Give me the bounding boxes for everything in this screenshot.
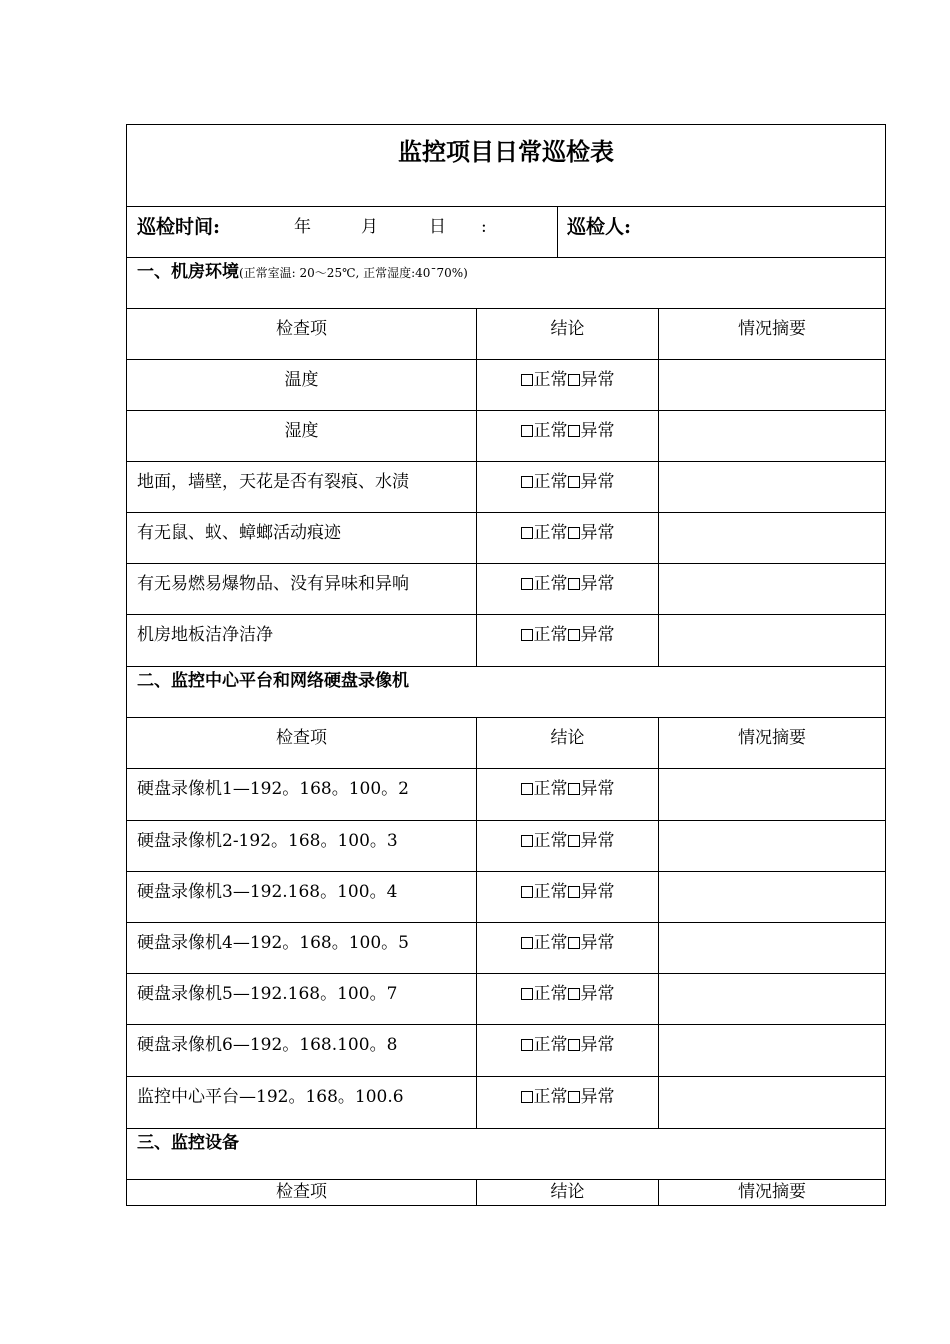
summary-cell[interactable] (659, 769, 885, 820)
day-field[interactable]: 日 (429, 217, 446, 237)
title-row (127, 125, 885, 207)
normal-checkbox[interactable] (521, 937, 533, 949)
page-title: 监控项目日常巡检表 (398, 137, 614, 166)
row-item: 硬盘录像机6—192。168.100。8 (137, 1035, 398, 1055)
table-header-row (127, 718, 885, 769)
normal-checkbox[interactable] (521, 578, 533, 590)
month-field[interactable]: 月 (361, 217, 378, 237)
table-row (127, 513, 885, 564)
abnormal-checkbox[interactable] (568, 1039, 580, 1051)
table-row (127, 769, 885, 821)
abnormal-checkbox[interactable] (568, 886, 580, 898)
section-title-row (127, 1129, 885, 1180)
table-row (127, 923, 885, 974)
table-row (127, 462, 885, 513)
header-result: 结论 (550, 1182, 585, 1202)
summary-cell[interactable] (659, 462, 885, 512)
section-3-title: 三、监控设备 (137, 1133, 239, 1153)
row-item: 硬盘录像机2-192。168。100。3 (137, 831, 398, 851)
header-item: 检查项 (276, 319, 327, 339)
result-options: 正常 异常 (477, 1034, 658, 1056)
abnormal-checkbox[interactable] (568, 629, 580, 641)
abnormal-checkbox[interactable] (568, 783, 580, 795)
abnormal-checkbox[interactable] (568, 988, 580, 1000)
row-item: 机房地板洁净洁净 (137, 625, 273, 645)
normal-checkbox[interactable] (521, 425, 533, 437)
result-options: 正常 异常 (477, 1086, 658, 1108)
result-options: 正常 异常 (477, 932, 658, 954)
table-row (127, 411, 885, 462)
summary-cell[interactable] (659, 411, 885, 461)
summary-cell[interactable] (659, 615, 885, 666)
result-options: 正常 异常 (477, 471, 658, 493)
normal-checkbox[interactable] (521, 527, 533, 539)
abnormal-checkbox[interactable] (568, 527, 580, 539)
row-item: 湿度 (284, 421, 319, 441)
header-summary: 情况摘要 (738, 1182, 806, 1202)
summary-cell[interactable] (659, 513, 885, 563)
summary-cell[interactable] (659, 564, 885, 614)
normal-checkbox[interactable] (521, 374, 533, 386)
normal-checkbox[interactable] (521, 1091, 533, 1103)
normal-checkbox[interactable] (521, 783, 533, 795)
row-item: 硬盘录像机1—192。168。100。2 (137, 779, 409, 799)
year-field[interactable]: 年 (294, 217, 311, 237)
table-row (127, 1077, 885, 1129)
header-item: 检查项 (276, 1182, 327, 1202)
abnormal-checkbox[interactable] (568, 476, 580, 488)
abnormal-checkbox[interactable] (568, 835, 580, 847)
section-1-title-text: 一、机房环境 (137, 262, 239, 282)
summary-cell[interactable] (659, 1077, 885, 1128)
table-row (127, 360, 885, 411)
table-row (127, 821, 885, 872)
table-row (127, 872, 885, 923)
result-options: 正常 异常 (477, 830, 658, 852)
table-row (127, 564, 885, 615)
row-item: 硬盘录像机5—192.168。100。7 (137, 984, 398, 1004)
row-item: 硬盘录像机4—192。168。100。5 (137, 933, 409, 953)
header-divider (557, 207, 558, 257)
result-options: 正常 异常 (477, 522, 658, 544)
header-summary: 情况摘要 (738, 728, 806, 748)
abnormal-checkbox[interactable] (568, 425, 580, 437)
row-item: 硬盘录像机3—192.168。100。4 (137, 882, 398, 902)
row-item: 温度 (284, 370, 319, 390)
normal-checkbox[interactable] (521, 886, 533, 898)
header-summary: 情况摘要 (738, 319, 806, 339)
section-1-note: (正常室温: 20～25℃, 正常湿度:40¯70%) (239, 266, 468, 280)
inspection-sheet (126, 124, 886, 1206)
normal-checkbox[interactable] (521, 476, 533, 488)
summary-cell[interactable] (659, 360, 885, 410)
result-options: 正常 异常 (477, 420, 658, 442)
table-row (127, 1025, 885, 1077)
row-item: 监控中心平台—192。168。100.6 (137, 1087, 404, 1107)
abnormal-checkbox[interactable] (568, 374, 580, 386)
table-header-row (127, 309, 885, 360)
table-row (127, 615, 885, 667)
time-colon: : (481, 217, 487, 237)
abnormal-checkbox[interactable] (568, 578, 580, 590)
summary-cell[interactable] (659, 974, 885, 1024)
result-options: 正常 异常 (477, 369, 658, 391)
result-options: 正常 异常 (477, 624, 658, 646)
normal-checkbox[interactable] (521, 629, 533, 641)
row-item: 有无鼠、蚁、蟑螂活动痕迹 (137, 523, 341, 543)
normal-checkbox[interactable] (521, 835, 533, 847)
summary-cell[interactable] (659, 872, 885, 922)
abnormal-checkbox[interactable] (568, 1091, 580, 1103)
row-item: 地面，墙壁，天花是否有裂痕、水渍 (137, 472, 409, 492)
result-options: 正常 异常 (477, 881, 658, 903)
normal-checkbox[interactable] (521, 988, 533, 1000)
time-label: 巡检时间: (137, 216, 221, 238)
result-options: 正常 异常 (477, 778, 658, 800)
summary-cell[interactable] (659, 821, 885, 871)
section-2-title: 二、监控中心平台和网络硬盘录像机 (137, 671, 409, 691)
header-row (127, 207, 885, 258)
result-options: 正常 异常 (477, 573, 658, 595)
summary-cell[interactable] (659, 923, 885, 973)
section-title-row (127, 258, 885, 309)
result-options: 正常 异常 (477, 983, 658, 1005)
header-result: 结论 (550, 728, 585, 748)
table-header-row (127, 1180, 885, 1206)
normal-checkbox[interactable] (521, 1039, 533, 1051)
row-item: 有无易燃易爆物品、没有异味和异响 (137, 574, 409, 594)
section-1-title (137, 261, 468, 284)
summary-cell[interactable] (659, 1025, 885, 1076)
abnormal-checkbox[interactable] (568, 937, 580, 949)
inspector-label: 巡检人: (567, 216, 632, 238)
header-item: 检查项 (276, 728, 327, 748)
section-title-row (127, 667, 885, 718)
table-row (127, 974, 885, 1025)
header-result: 结论 (550, 319, 585, 339)
